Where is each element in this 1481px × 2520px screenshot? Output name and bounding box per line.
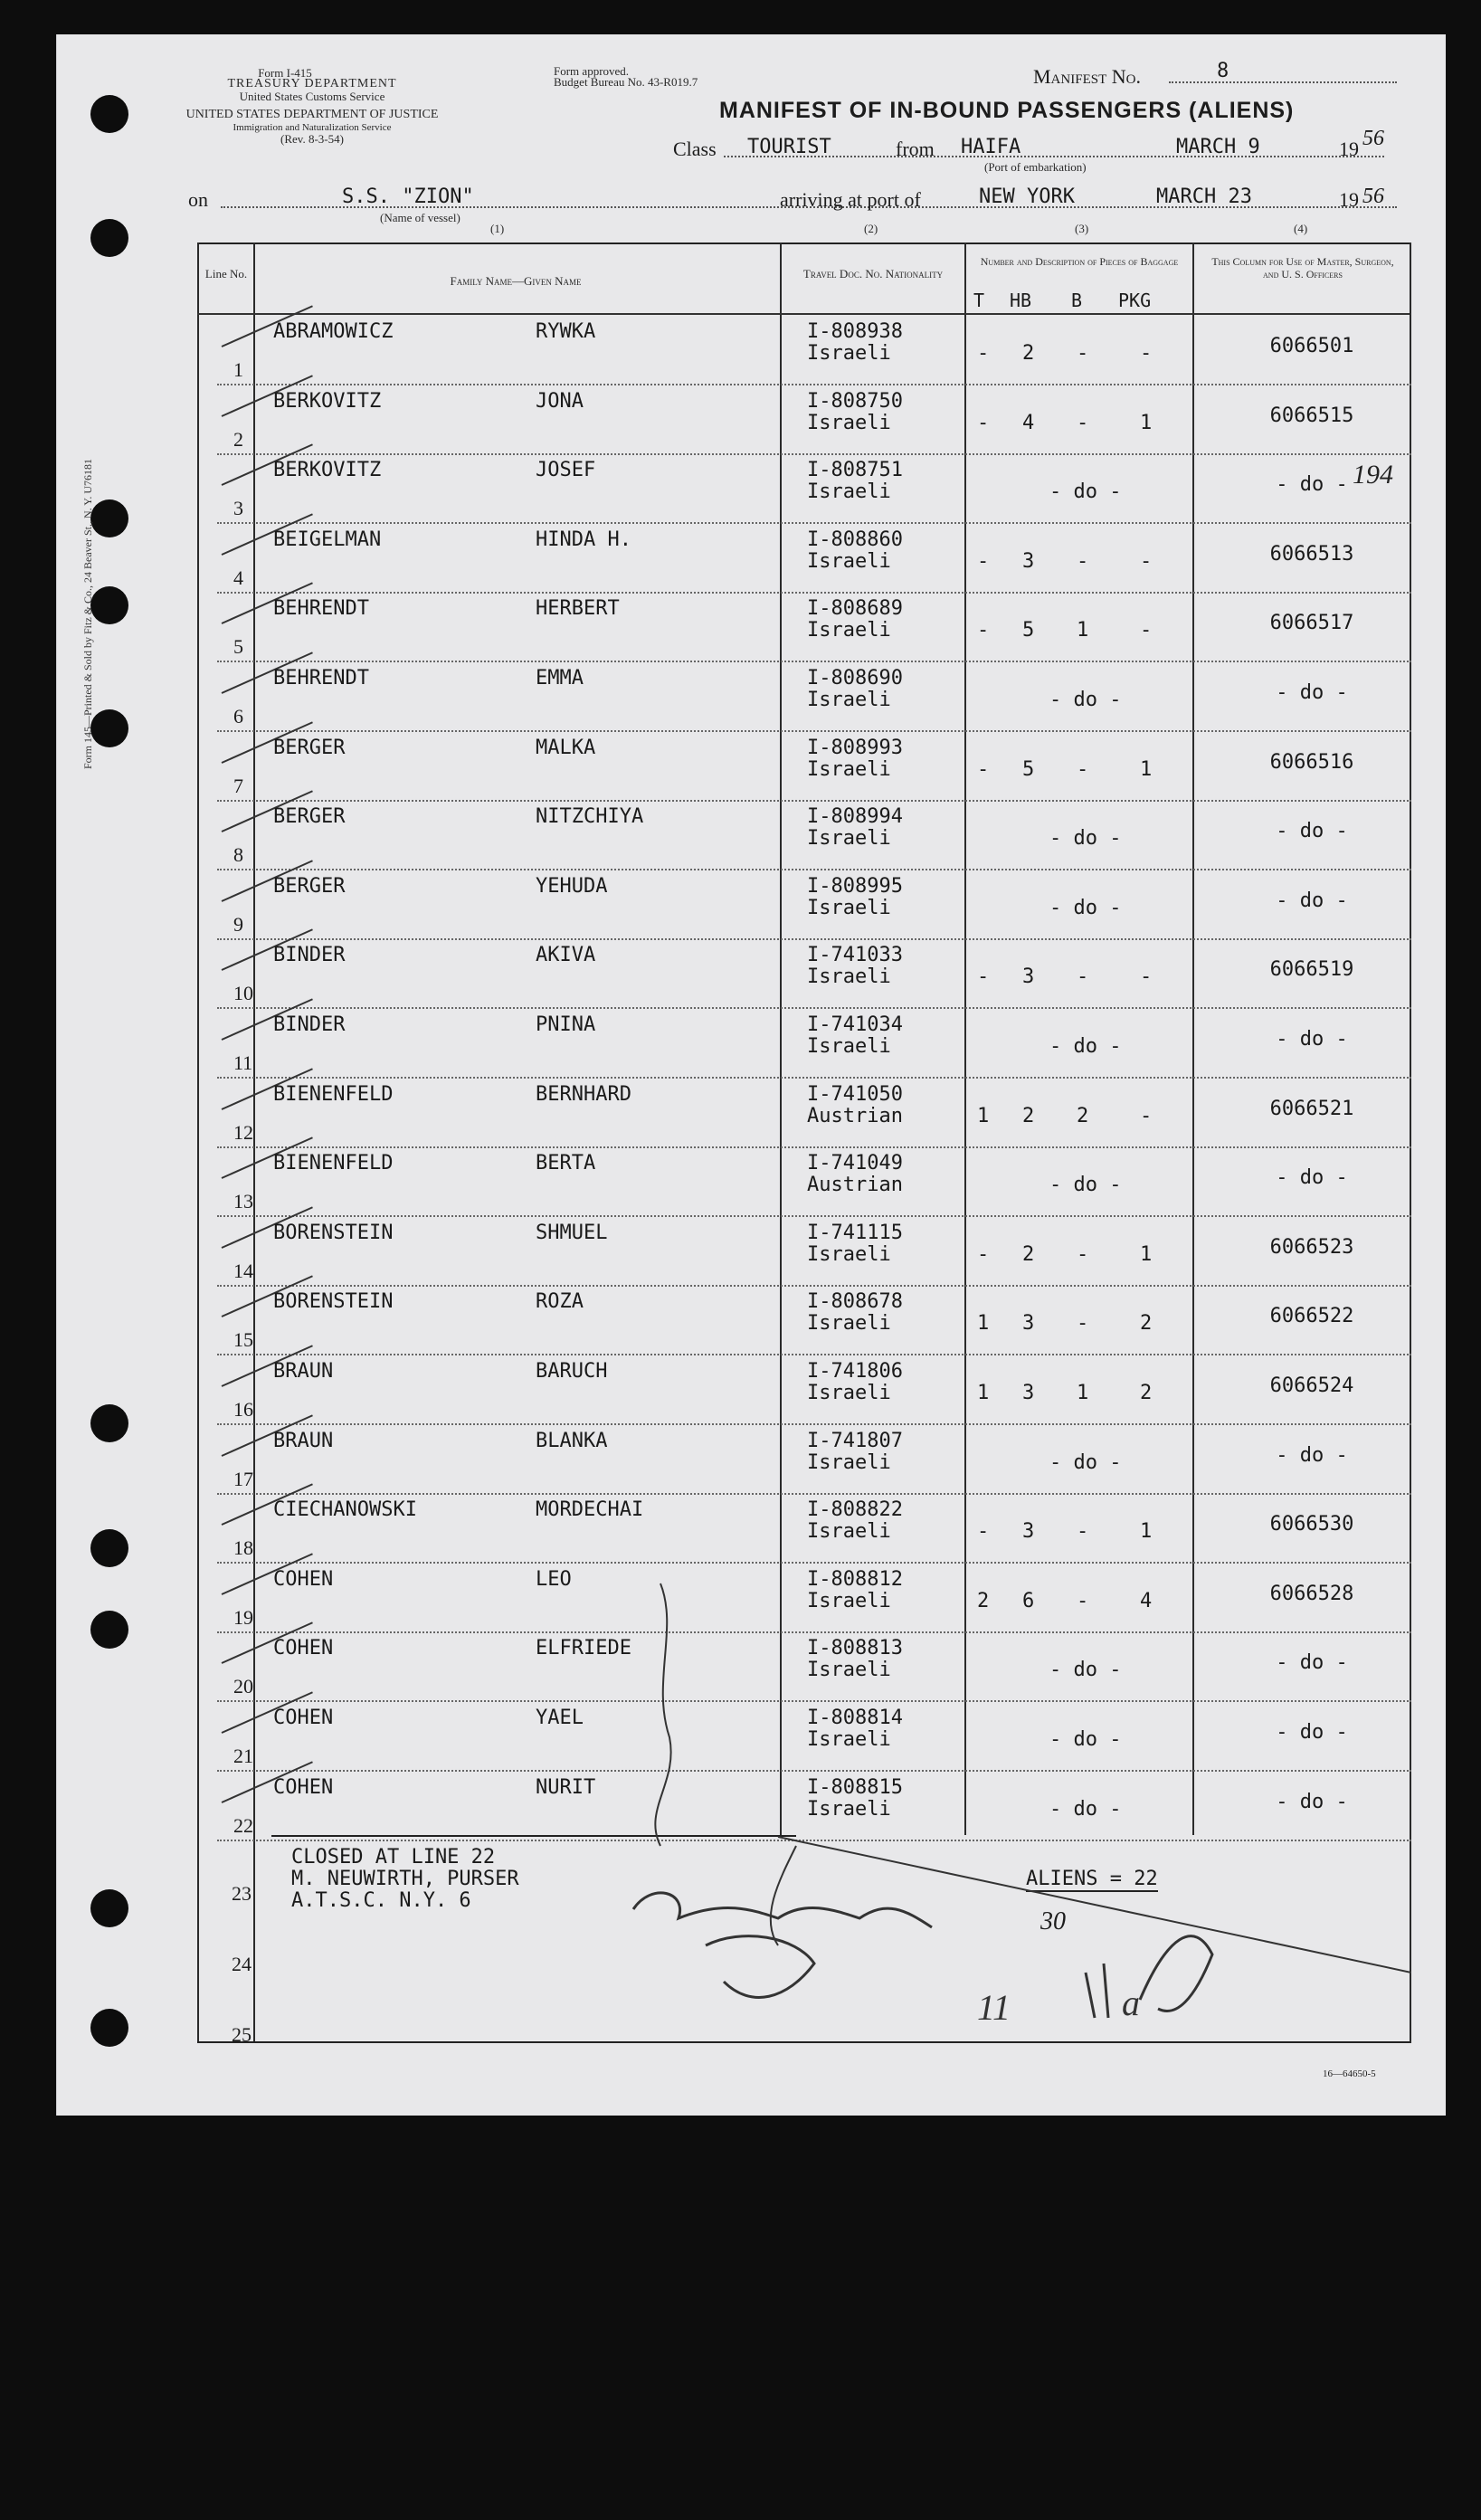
officer-number: 6066528: [1269, 1582, 1354, 1605]
punch-hole: [90, 1889, 128, 1927]
baggage-ditto: - do -: [1049, 1174, 1122, 1197]
closing-line-2: M. NEUWIRTH, PURSER: [291, 1868, 519, 1890]
baggage-ditto: - do -: [1049, 1035, 1122, 1058]
family-name: COHEN: [273, 1707, 334, 1729]
justice-label: UNITED STATES DEPARTMENT OF JUSTICE: [185, 108, 439, 121]
baggage-b: -: [1077, 342, 1089, 365]
officer-number: 6066521: [1269, 1097, 1354, 1120]
baggage-hb: 3: [1022, 1520, 1035, 1544]
given-name: BERTA: [536, 1152, 596, 1175]
page-title: MANIFEST OF IN-BOUND PASSENGERS (ALIENS): [719, 98, 1295, 123]
baggage-pkg: -: [1140, 342, 1153, 365]
officer-number: - do -: [1276, 1166, 1348, 1190]
treasury-label: TREASURY DEPARTMENT: [227, 77, 397, 90]
punch-hole: [90, 586, 128, 624]
baggage-ditto: - do -: [1049, 896, 1122, 919]
travel-doc-number: I-808994: [807, 805, 903, 829]
family-name: BIENENFELD: [273, 1152, 394, 1175]
line-number: 18: [233, 1536, 253, 1560]
officer-number: - do -: [1276, 1790, 1348, 1813]
table-top-border: [197, 242, 1410, 244]
baggage-hb: 6: [1022, 1589, 1035, 1612]
baggage-hb: 3: [1022, 1312, 1035, 1336]
col-number-1: (1): [490, 222, 505, 235]
nationality: Austrian: [807, 1104, 903, 1127]
baggage-sub-pkg: PKG: [1118, 290, 1152, 311]
line-number: 12: [233, 1120, 253, 1144]
given-name: JOSEF: [536, 459, 596, 482]
class-value: TOURIST: [747, 136, 831, 158]
table-row: [217, 800, 1411, 870]
line-number: 20: [233, 1675, 253, 1698]
col-number-2: (2): [864, 222, 878, 235]
family-name: BRAUN: [273, 1360, 334, 1383]
baggage-ditto: - do -: [1049, 689, 1122, 711]
line-number: 3: [233, 497, 243, 520]
officer-number: 6066516: [1269, 750, 1354, 774]
line-number: 17: [233, 1467, 253, 1490]
baggage-b: -: [1077, 1242, 1089, 1266]
officer-number: - do -: [1276, 473, 1348, 497]
handwritten-page-number: 194: [1353, 460, 1393, 490]
baggage-t: -: [977, 619, 990, 642]
nationality: Israeli: [807, 480, 891, 504]
officer-number: 6066517: [1269, 612, 1354, 635]
baggage-hb: 5: [1022, 619, 1035, 642]
family-name: COHEN: [273, 1567, 334, 1591]
baggage-ditto: - do -: [1049, 1728, 1122, 1751]
nationality: Israeli: [807, 1797, 891, 1821]
departure-year-handwritten: 56: [1362, 127, 1384, 150]
from-value: HAIFA: [961, 136, 1021, 158]
travel-doc-number: I-741115: [807, 1221, 903, 1244]
line-number: 2: [233, 427, 243, 451]
table-row: [217, 453, 1411, 524]
travel-doc-number: I-808750: [807, 389, 903, 413]
line-number: 7: [233, 774, 243, 797]
col-header-baggage: Number and Description of Pieces of Baggage: [980, 255, 1179, 268]
travel-doc-number: I-741807: [807, 1429, 903, 1452]
baggage-hb: 2: [1022, 342, 1035, 365]
table-row: [217, 523, 1411, 594]
baggage-pkg: -: [1140, 549, 1153, 573]
customs-label: United States Customs Service: [239, 90, 385, 103]
form-number: Form I-415: [258, 66, 312, 80]
family-name: BORENSTEIN: [273, 1290, 394, 1314]
travel-doc-number: I-808815: [807, 1775, 903, 1799]
travel-doc-number: I-808690: [807, 667, 903, 689]
nationality: Israeli: [807, 689, 891, 711]
travel-doc-number: I-808689: [807, 597, 903, 621]
officer-number: 6066523: [1269, 1235, 1354, 1259]
family-name: BEHRENDT: [273, 667, 369, 689]
family-name: BERGER: [273, 805, 346, 829]
officer-number: 6066524: [1269, 1374, 1354, 1397]
col-header-officers: This Column for Use of Master, Surgeon, and U. S. Officers: [1211, 255, 1394, 281]
nationality: Israeli: [807, 1728, 891, 1751]
baggage-t: -: [977, 1520, 990, 1544]
family-name: COHEN: [273, 1637, 334, 1660]
family-name: BINDER: [273, 1013, 346, 1036]
baggage-hb: 3: [1022, 965, 1035, 989]
line-number: 19: [233, 1605, 253, 1629]
baggage-ditto: - do -: [1049, 1659, 1122, 1682]
arrival-year-handwritten: 56: [1362, 185, 1384, 208]
manifest-no-label: Manifest No.: [1033, 65, 1141, 88]
table-row: [217, 592, 1411, 662]
officer-number: 6066519: [1269, 958, 1354, 982]
baggage-hb: 2: [1022, 1104, 1035, 1127]
baggage-t: 2: [977, 1589, 990, 1612]
nationality: Israeli: [807, 965, 891, 989]
travel-doc-number: I-741049: [807, 1152, 903, 1175]
baggage-ditto: - do -: [1049, 1450, 1122, 1474]
departure-date: MARCH 9: [1176, 136, 1260, 158]
punch-hole: [90, 95, 128, 133]
table-row: [217, 1216, 1411, 1287]
officer-number: 6066515: [1269, 404, 1354, 427]
travel-doc-number: I-741034: [807, 1013, 903, 1036]
table-row: [217, 870, 1411, 940]
baggage-b: 2: [1077, 1104, 1089, 1127]
table-row: [217, 938, 1411, 1009]
line-number: 6: [233, 705, 243, 727]
line-number: 13: [233, 1190, 253, 1213]
nationality: Israeli: [807, 1382, 891, 1404]
baggage-t: -: [977, 1242, 990, 1266]
given-name: NURIT: [536, 1775, 596, 1799]
vessel-name: S.S. "ZION": [342, 185, 474, 208]
officer-number: 6066513: [1269, 542, 1354, 566]
line-number: 9: [233, 912, 243, 936]
baggage-pkg: 1: [1140, 1520, 1153, 1544]
table-row: [217, 385, 1411, 455]
given-name: BARUCH: [536, 1360, 608, 1383]
given-name: PNINA: [536, 1013, 596, 1036]
col-number-4: (4): [1294, 222, 1308, 235]
family-name: CIECHANOWSKI: [273, 1498, 417, 1522]
given-name: HERBERT: [536, 597, 620, 621]
given-name: ELFRIEDE: [536, 1637, 631, 1660]
given-name: SHMUEL: [536, 1221, 608, 1244]
given-name: AKIVA: [536, 944, 596, 967]
travel-doc-number: I-808813: [807, 1637, 903, 1660]
family-name: BEIGELMAN: [273, 528, 382, 551]
family-name: BIENENFELD: [273, 1082, 394, 1106]
table-row: [217, 1424, 1411, 1495]
table-row: [217, 1078, 1411, 1148]
baggage-t: -: [977, 965, 990, 989]
table-row: [217, 1355, 1411, 1425]
baggage-b: 1: [1077, 1382, 1089, 1404]
given-name: ROZA: [536, 1290, 584, 1314]
baggage-hb: 4: [1022, 411, 1035, 434]
baggage-t: -: [977, 411, 990, 434]
line-number: 14: [233, 1259, 253, 1282]
table-row: [217, 1285, 1411, 1355]
given-name: MALKA: [536, 736, 596, 759]
baggage-hb: 3: [1022, 549, 1035, 573]
arriving-label: arriving at port of: [780, 188, 921, 211]
nationality: Israeli: [807, 896, 891, 919]
nationality: Austrian: [807, 1174, 903, 1197]
line-number-24: 24: [232, 1953, 252, 1975]
family-name: COHEN: [273, 1775, 334, 1799]
baggage-pkg: -: [1140, 1104, 1153, 1127]
baggage-pkg: -: [1140, 965, 1153, 989]
baggage-sub-hb: HB: [1010, 290, 1032, 311]
nationality: Israeli: [807, 1520, 891, 1544]
table-bottom-border: [197, 2041, 1410, 2043]
punch-hole: [90, 1529, 128, 1567]
baggage-b: -: [1077, 1589, 1089, 1612]
travel-doc-number: I-808938: [807, 320, 903, 343]
officer-number: - do -: [1276, 1721, 1348, 1744]
officer-number: - do -: [1276, 1651, 1348, 1675]
travel-doc-number: I-741806: [807, 1360, 903, 1383]
punch-hole: [90, 2009, 128, 2047]
aliens-total: ALIENS = 22: [1026, 1868, 1158, 1890]
table-row: [217, 1008, 1411, 1079]
family-name: BINDER: [273, 944, 346, 967]
departure-year-prefix: 19: [1339, 138, 1359, 160]
officer-number: - do -: [1276, 1443, 1348, 1467]
nationality: Israeli: [807, 757, 891, 781]
nationality: Israeli: [807, 619, 891, 642]
col-header-line-no: Line No.: [204, 267, 248, 281]
from-label: from: [896, 138, 935, 160]
family-name: BERGER: [273, 874, 346, 898]
travel-doc-number: I-808678: [807, 1290, 903, 1314]
line-number-23: 23: [232, 1882, 252, 1905]
ins-label: Immigration and Naturalization Service: [233, 122, 392, 133]
given-name: YEHUDA: [536, 874, 608, 898]
family-name: ABRAMOWICZ: [273, 320, 394, 343]
officer-number: 6066522: [1269, 1305, 1354, 1328]
table-row: [217, 1146, 1411, 1217]
closing-line-3: A.T.S.C. N.Y. 6: [291, 1889, 471, 1912]
family-name: BRAUN: [273, 1429, 334, 1452]
baggage-b: -: [1077, 965, 1089, 989]
baggage-pkg: 4: [1140, 1589, 1153, 1612]
line-number: 5: [233, 635, 243, 659]
officer-number: 6066501: [1269, 335, 1354, 357]
travel-doc-number: I-808860: [807, 528, 903, 551]
table-row: [217, 661, 1411, 732]
given-name: EMMA: [536, 667, 584, 689]
budget-bureau-label: Budget Bureau No. 43-R019.7: [554, 75, 698, 89]
punch-hole: [90, 1611, 128, 1649]
nationality: Israeli: [807, 549, 891, 573]
given-name: BLANKA: [536, 1429, 608, 1452]
officer-number: - do -: [1276, 681, 1348, 704]
manifest-no-line: [1169, 81, 1397, 83]
officer-number: - do -: [1276, 1028, 1348, 1051]
baggage-hb: 5: [1022, 757, 1035, 781]
handwritten-time: 11: [977, 1987, 1011, 2028]
table-left-border: [197, 242, 199, 2043]
baggage-t: 1: [977, 1382, 990, 1404]
nationality: Israeli: [807, 1035, 891, 1058]
nationality: Israeli: [807, 1312, 891, 1336]
nationality: Israeli: [807, 1450, 891, 1474]
given-name: BERNHARD: [536, 1082, 631, 1106]
baggage-pkg: 1: [1140, 411, 1153, 434]
baggage-t: -: [977, 342, 990, 365]
baggage-pkg: 2: [1140, 1382, 1153, 1404]
line-number: 16: [233, 1398, 253, 1421]
baggage-b: -: [1077, 549, 1089, 573]
line-number-25: 25: [232, 2023, 252, 2046]
baggage-b: -: [1077, 757, 1089, 781]
nationality: Israeli: [807, 1659, 891, 1682]
baggage-pkg: 1: [1140, 757, 1153, 781]
baggage-pkg: 2: [1140, 1312, 1153, 1336]
punch-hole: [90, 1404, 128, 1442]
baggage-hb: 2: [1022, 1242, 1035, 1266]
punch-hole: [90, 219, 128, 257]
nationality: Israeli: [807, 342, 891, 365]
travel-doc-number: I-808993: [807, 736, 903, 759]
given-name: RYWKA: [536, 320, 596, 343]
given-name: MORDECHAI: [536, 1498, 644, 1522]
baggage-b: -: [1077, 1312, 1089, 1336]
punch-hole: [90, 499, 128, 537]
baggage-t: -: [977, 757, 990, 781]
officer-number: 6066530: [1269, 1513, 1354, 1536]
baggage-t: 1: [977, 1312, 990, 1336]
given-name: HINDA H.: [536, 528, 631, 551]
baggage-sub-b: B: [1071, 290, 1083, 311]
travel-doc-number: I-808814: [807, 1707, 903, 1729]
baggage-ditto: - do -: [1049, 1797, 1122, 1821]
handwritten-time-sup: 30: [1040, 1907, 1066, 1935]
class-label: Class: [673, 138, 717, 160]
given-name: YAEL: [536, 1707, 584, 1729]
baggage-t: 1: [977, 1104, 990, 1127]
travel-doc-number: I-808812: [807, 1567, 903, 1591]
footer-code: 16—64650-5: [1323, 2068, 1376, 2079]
baggage-pkg: -: [1140, 619, 1153, 642]
line-number: 10: [233, 982, 253, 1005]
given-name: LEO: [536, 1567, 572, 1591]
travel-doc-number: I-808751: [807, 459, 903, 482]
baggage-hb: 3: [1022, 1382, 1035, 1404]
line-number: 8: [233, 843, 243, 867]
baggage-b: 1: [1077, 619, 1089, 642]
col-header-travel-doc: Travel Doc. No. Nationality: [802, 267, 944, 281]
form-approved-label: Form approved.: [554, 64, 630, 78]
nationality: Israeli: [807, 1589, 891, 1612]
travel-doc-number: I-741033: [807, 944, 903, 967]
revision-label: (Rev. 8-3-54): [280, 132, 344, 146]
family-name: BORENSTEIN: [273, 1221, 394, 1244]
line-number: 15: [233, 1328, 253, 1352]
col-header-name: Family Name—Given Name: [450, 274, 582, 288]
arrival-year-prefix: 19: [1339, 188, 1359, 211]
closing-line-1: CLOSED AT LINE 22: [291, 1846, 496, 1869]
given-name: JONA: [536, 389, 584, 413]
table-row: [217, 731, 1411, 802]
baggage-pkg: 1: [1140, 1242, 1153, 1266]
baggage-ditto: - do -: [1049, 480, 1122, 504]
baggage-sub-t: T: [973, 290, 985, 311]
table-row: [217, 1493, 1411, 1564]
port-embark-label: (Port of embarkation): [984, 160, 1087, 174]
travel-doc-number: I-741050: [807, 1082, 903, 1106]
nationality: Israeli: [807, 827, 891, 851]
on-label: on: [188, 188, 208, 211]
officer-number: - do -: [1276, 889, 1348, 912]
line-number: 22: [233, 1813, 253, 1837]
line-number: 11: [233, 1051, 253, 1074]
travel-doc-number: I-808822: [807, 1498, 903, 1522]
family-name: BERKOVITZ: [273, 459, 382, 482]
nationality: Israeli: [807, 411, 891, 434]
handwritten-marks: [543, 1574, 1411, 2027]
vessel-name-label: (Name of vessel): [380, 211, 460, 224]
manifest-no-value: 8: [1217, 60, 1229, 82]
col-number-3: (3): [1075, 222, 1089, 235]
arrival-port: NEW YORK: [979, 185, 1075, 208]
baggage-b: -: [1077, 411, 1089, 434]
printer-imprint: Form 145—Printed & Sold by Fitz & Co., 24 Beaver St., N. Y. U76181: [81, 458, 94, 769]
family-name: BEHRENDT: [273, 597, 369, 621]
arrival-date: MARCH 23: [1156, 185, 1252, 208]
travel-doc-number: I-808995: [807, 874, 903, 898]
nationality: Israeli: [807, 1242, 891, 1266]
family-name: BERGER: [273, 736, 346, 759]
baggage-t: -: [977, 549, 990, 573]
table-row: [217, 315, 1411, 385]
line-number: 21: [233, 1745, 253, 1767]
line-number: 1: [233, 358, 243, 381]
family-name: BERKOVITZ: [273, 389, 382, 413]
given-name: NITZCHIYA: [536, 805, 644, 829]
handwritten-initial: a: [1122, 1983, 1140, 2023]
baggage-ditto: - do -: [1049, 827, 1122, 851]
line-number: 4: [233, 566, 243, 589]
officer-number: - do -: [1276, 820, 1348, 843]
baggage-b: -: [1077, 1520, 1089, 1544]
punch-hole: [90, 709, 128, 747]
